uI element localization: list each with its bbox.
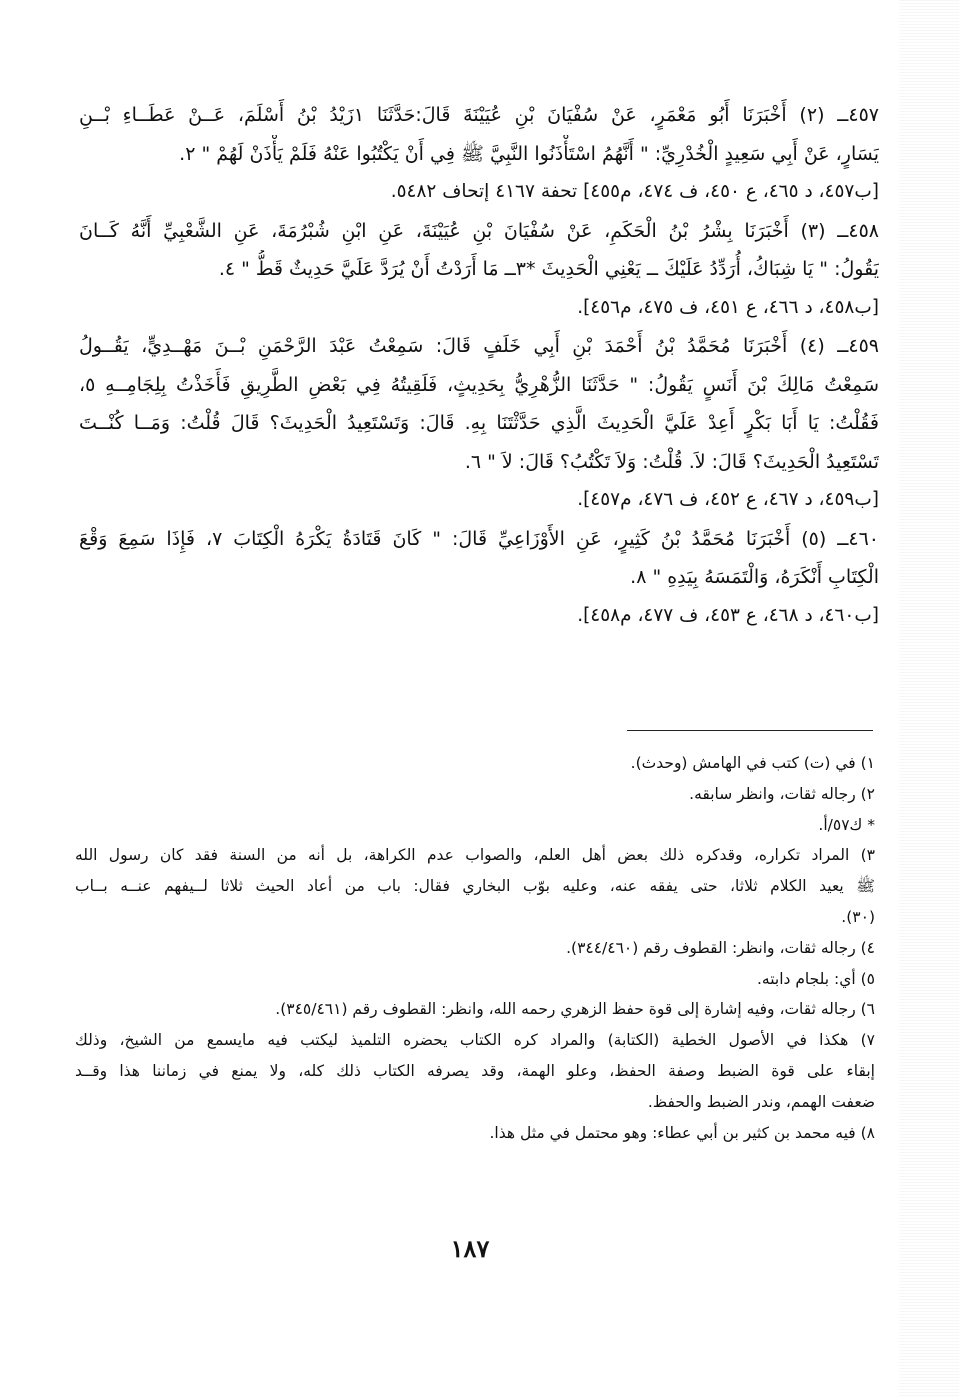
footnote-1: ١) في (ت) كتب في الهامش (وحدث). — [630, 754, 875, 772]
footnote-5: ٥) أي: بلجام دابته. — [756, 969, 875, 988]
footnote-3-line-3: (٣٠). — [841, 907, 875, 926]
hadith-460-line-1: ٤٦٠ــ (٥) أَخْبَرَنَا مُحَمَّدُ بْنُ كَثِيرٍ، عَنِ الأَوْزَاعِيِّ قَالَ: " كَانَ قَتَادَةُ يَكْرَهُ الْكِتَابَ ٧، فَإِذَا سَمِعَ وَقْعَ — [79, 527, 879, 550]
footnote-7-line-2: إبقاء على قوة الضبط وصفة الحفظ، وعلو الهمة، وقد يصرفه الكتاب ذلك كله، ولا يمنع في زماننا هذا وقــد — [75, 1061, 875, 1080]
hadith-457-line-2: يَسَارٍ، عَنْ أَبِي سَعِيدٍ الْخُدْرِيِّ: " أَنَّهُمُ اسْتَأْذَنُوا النَّبِيَّ ﷺ فِي أَنْ يَكْتُبُوا عَنْهُ فَلَمْ يَأْذَنْ لَهُمْ " ٢. — [179, 142, 879, 165]
hadith-457-citation: [ب٤٥٧، د ٤٦٥، ع ٤٥٠، ف ٤٧٤، م٤٥٥] تحفة ٤١٦٧ إتحاف ٥٤٨٢. — [390, 181, 879, 202]
hadith-459-line-2: سَمِعْتُ مَالِكَ بْنَ أَنَسٍ يَقُولُ: " حَدَّثَنَا الزُّهْرِيُّ بِحَدِيثٍ، فَلَقِيتُهُ فِي بَعْضِ الطَّرِيقِ فَأَخَذْتُ بِلِجَامِــهِ ٥، — [79, 373, 879, 396]
hadith-459-line-1: ٤٥٩ــ (٤) أَخْبَرَنَا مُحَمَّدُ بْنُ أَحْمَدَ بْنِ أَبِي خَلَفٍ قَالَ: سَمِعْتُ عَبْدَ الرَّحْمَنِ بْــنَ مَهْــدِيٍّ، يَقُــولُ — [79, 335, 879, 357]
hadith-458-citation: [ب٤٥٨، د ٤٦٦، ع ٤٥١، ف ٤٧٥، م٤٥٦]. — [577, 296, 879, 318]
footnote-4: ٤) رجاله ثقات، وانظر: القطوف رقم (٣٤٤/٤٦٠). — [566, 938, 875, 957]
footnote-star: * ك٥٧/أ. — [818, 815, 875, 834]
page-number: ١٨٧ — [450, 1234, 490, 1263]
hadith-457-line-1: ٤٥٧ــ (٢) أَخْبَرَنَا أَبُو مَعْمَرٍ، عَنْ سُفْيَانَ بْنِ عُيَيْنَةَ قَالَ:حَدَّثَنَا ١زَيْدُ بْنُ أَسْلَمَ، عَــنْ عَطَــاءِ بْــنِ — [79, 104, 879, 126]
hadith-459-line-4: تَسْتَعِيدُ الْحَدِيثَ؟ قَالَ: لاَ. قُلْتُ: وَلاَ تَكْتُبُ؟ قَالَ: لاَ " ٦. — [464, 450, 879, 473]
hadith-459-citation: [ب٤٥٩، د ٤٦٧، ع ٤٥٢، ف ٤٧٦، م٤٥٧]. — [577, 489, 879, 510]
hadith-460-line-2: الْكِتَابِ أَنْكَرَهُ، وَالْتَمَسَهُ بِيَدِهِ " ٨. — [630, 566, 879, 588]
footnote-8: ٨) فيه محمد بن كثير بن أبي عطاء: وهو محتمل في مثل هذا. — [489, 1123, 875, 1142]
footnote-3-line-2: ﷺ يعيد الكلام ثلاثا، حتى يفقه عنه، وعليه بوّب البخاري فقال: باب من أعاد الحيث ثلاثا لــيفهم عنــه بــاب — [75, 877, 875, 896]
hadith-458-line-1: ٤٥٨ــ (٣) أَخْبَرَنَا بِشْرُ بْنُ الْحَكَمِ، عَنْ سُفْيَانَ بْنِ عُيَيْنَةَ، عَنِ ابْنِ شُبْرُمَةَ، عَنِ الشَّعْبِيِّ أَنَّهُ كَــانَ — [79, 219, 879, 242]
hadith-text-block — [79, 96, 879, 635]
footnote-6: ٦) رجاله ثقات، وفيه إشارة إلى قوة حفظ الزهري رحمه الله، وانظر: القطوف رقم (٣٤٥/٤٦١). — [275, 1000, 875, 1019]
hadith-459-line-3: فَقُلْتُ: يَا أَبَا بَكْرٍ أَعِدْ عَلَيَّ الْحَدِيثَ الَّذِي حَدَّثْتَنَا بِهِ. قَالَ: وَتَسْتَعِيدُ الْحَدِيثَ؟ قَالَ قُلْتُ: وَمَــا كُنْــتَ — [79, 412, 879, 434]
footnote-2: ٢) رجاله ثقات، وانظر سابقه. — [689, 784, 875, 803]
footnotes-block — [75, 748, 875, 1148]
footnote-7-line-1: ٧) هكذا في الأصول الخطية (الكتابة) والمراد كره الكتاب يحضره التلميذ ليكتب فيه مايسمع من الشيخ، وذلك — [75, 1031, 875, 1050]
hadith-460-citation: [ب٤٦٠، د ٤٦٨، ع ٤٥٣، ف ٤٧٧، م٤٥٨]. — [577, 604, 879, 626]
footnote-7-line-3: ضعفت الهمم، وندر الضبط والحفظ. — [647, 1092, 875, 1111]
footnote-3-line-1: ٣) المراد تكراره، وقدكره ذلك بعض أهل العلم، والصواب عدم الكراهة، بل أنه من السنة فقد كان رسول الله — [75, 846, 875, 865]
hadith-458-line-2: يَقُولُ: " يَا شِبَاكُ، أُرَدِّدُ عَلَيْكَ ــ يَعْنِي الْحَدِيثَ *٣ــ مَا أَرَدْتُ أَنْ يُرَدَّ عَلَيَّ حَدِيثٌ قَطُّ " ٤. — [218, 258, 879, 280]
footnote-separator — [627, 730, 873, 731]
